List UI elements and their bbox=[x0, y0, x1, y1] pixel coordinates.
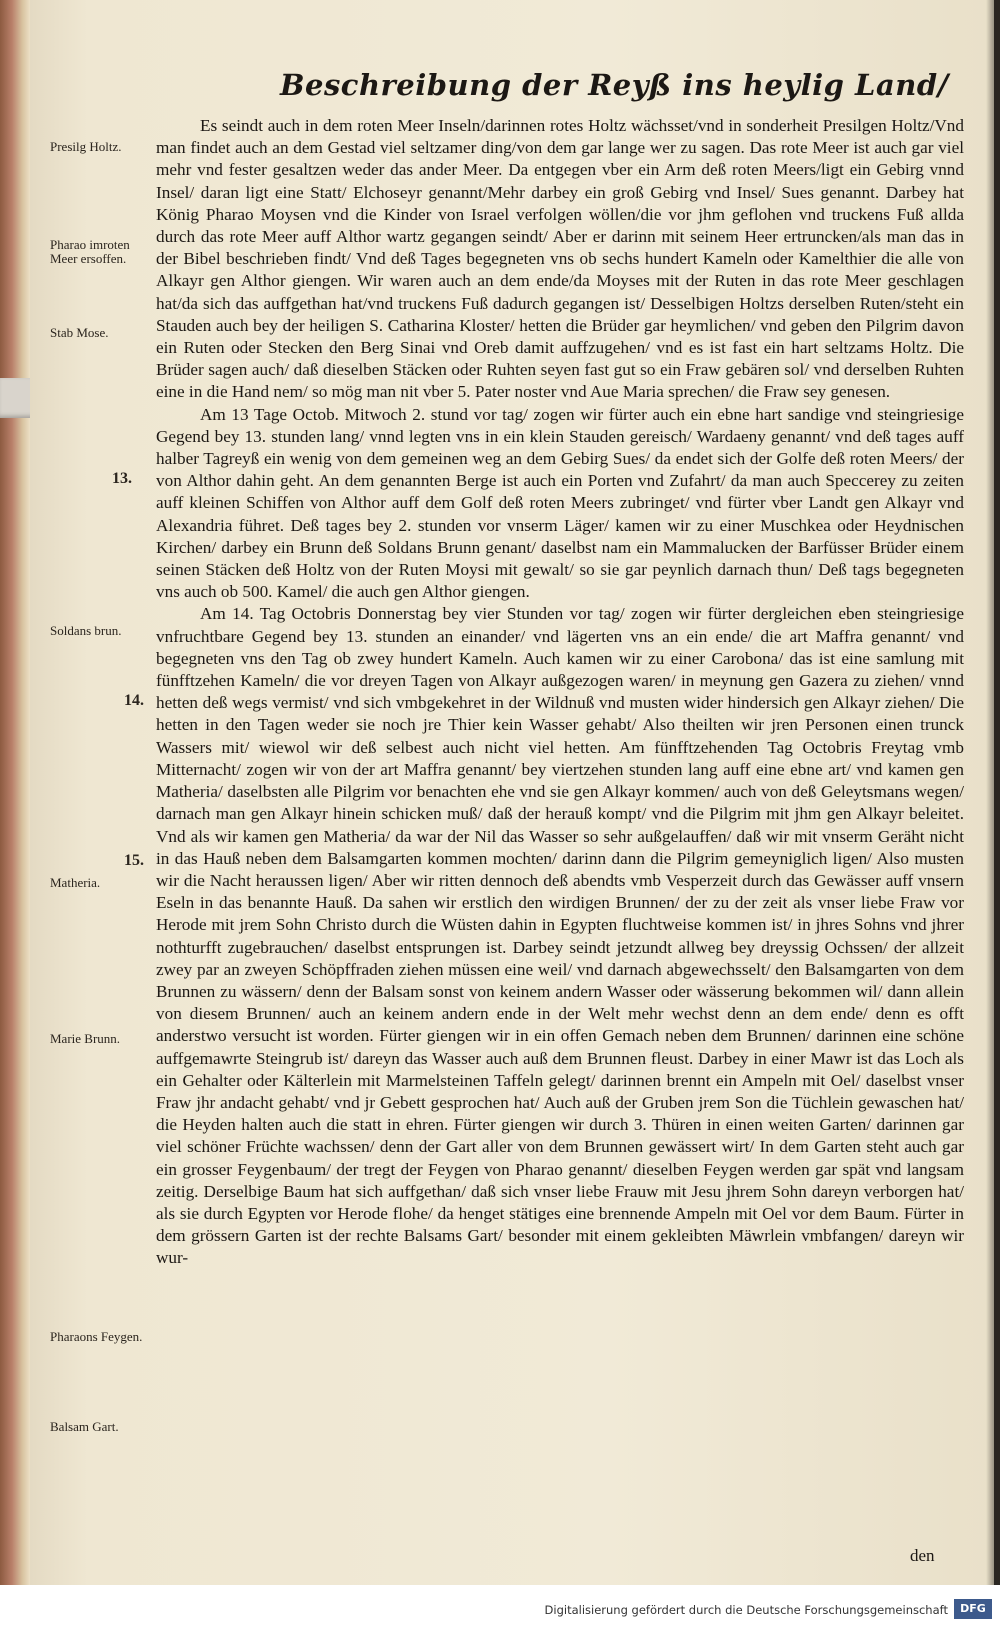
margin-note: Soldans brun. bbox=[50, 623, 122, 638]
margin-note: Presilg Holtz. bbox=[50, 139, 122, 154]
margin-note: Matheria. bbox=[50, 875, 101, 890]
paragraph: Es seindt auch in dem roten Meer Inseln/darinnen rotes Holtz wächsset/vnd in sonderheit Presilgen Holtz/Vnd man findet auch an dem Gestad viel seltzamer ding/von dem gar lange wer zu sagen. Das rote Meer ist auch gar viel mehr vnd fester gesaltzen weder das ander Meer. Da entgegen vber ein Arm deß roten Meers/ligt ein Gebirg vnnd Insel/ daran ligt eine Statt/ Elchoseyr genannt/Mehr darbey ein groß Gebirg vnd Insel/ Sues genannt. Darbey hat König Pharao Moysen vnd die Kinder von Israel verfolgen wöllen/die vor jhm geflohen vnd truckens Fuß allda durch das rote Meer auff Althor wartz gegangen seindt/ Aber er darinn mit seinem Heer ertruncken/als man das in der Bibel beschrieben findt/ Vnd deß Tages begegneten vns ob sechs hundert Kameln oder Kamelthier die alle von Alkayr gen Althor giengen. Wir waren auch an dem ende/da Moyses mit der Ruten in das rote Meer geschlagen hat/da sich das auffgethan hat/vnd truckens Fuß dadurch gegangen ist/ Desselbigen Holtzs derselben Ruten/steht ein Stauden auch bey der heiligen S. Catharina Kloster/ hetten die Brüder gar heymlichen/ vnd geben den Pilgrim davon ein Ruten oder Stecken den Berg Sinai vnd Oreb damit auffzugehen/ vnd es ist fast ein hart seltzams Holtz. Die Brüder sagen auch/ daß dieselben Stäcken oder Ruhten seyen fast gut so ein Fraw gebären sol/ vnd derselben Ruhten eine in die Hand nem/ so mög man nit vber 5. Pater noster vnd Aue Maria sprechen/ die Fraw sey genesen. bbox=[156, 116, 964, 402]
page-gutter-shadow bbox=[986, 0, 994, 1585]
page-title: Beschreibung der Reyß ins heylig Land/ bbox=[280, 68, 949, 102]
page-edge bbox=[0, 0, 30, 1585]
footer-bar bbox=[0, 1585, 1000, 1637]
margin-notes bbox=[50, 0, 154, 1585]
margin-number: 15. bbox=[124, 852, 144, 869]
body-text bbox=[156, 115, 964, 1270]
funding-credit: Digitalisierung gefördert durch die Deutsche Forschungsgemeinschaft bbox=[544, 1603, 948, 1617]
margin-note: Marie Brunn. bbox=[50, 1031, 121, 1046]
paragraph: Am 13 Tage Octob. Mitwoch 2. stund vor tag/ zogen wir fürter auch ein ebne hart sandige vnd steingriesige Gegend bey 13. stunden lang/ vnnd legten vns in ein klein Stauden gereisch/ Wardaeny genannt/ vnd deß tages auff halber Tagreyß ein wenig von dem gemeinen weg an dem Gebirg Sues/ da endet sich der Golfe deß roten Meers/ der von Althor dahin geht. An dem genannten Berge ist auch ein Porten vnd Zufahrt/ da man auch Speccerey zu zeiten auff kleinen Schiffen von Althor auff dem Golf deß roten Meers zubringet/ vnd fürter vber Landt gen Alkayr vnd Alexandria führet. Deß tages bey 2. stunden vor vnserm Läger/ kamen wir zu einer Muschkea oder Heydnischen Kirchen/ darbey ein Brunn deß Soldans Brunn genant/ daselbst nam ein Mammalucken der Barfüsser Brüder einem seinen Stäcken deß Holtz von der Ruten Moysi mit gewalt/ so sie gar peynlich darnach thun/ Deß tags begegneten vns auch ob 500. Kamel/ die auch gen Althor giengen. bbox=[156, 404, 964, 602]
margin-note: Pharao imroten Meer ersoffen. bbox=[50, 237, 130, 266]
dfg-logo: DFG bbox=[954, 1599, 992, 1619]
book-page bbox=[30, 0, 994, 1585]
margin-note: Pharaons Feygen. bbox=[50, 1329, 143, 1344]
catchword: den bbox=[910, 1546, 935, 1565]
margin-note: Stab Mose. bbox=[50, 325, 109, 340]
margin-number: 14. bbox=[124, 692, 144, 709]
margin-number: 13. bbox=[112, 470, 132, 487]
margin-note: Balsam Gart. bbox=[50, 1419, 119, 1434]
paragraph: Am 14. Tag Octobris Donnerstag bey vier Stunden vor tag/ zogen wir fürter dergleichen eben steingriesige vnfruchtbare Gegend bey 13. stunden an einander/ vnd lägerten vns an ein ende/ die art Maffra genannt/ vnd begegneten vns den Tag ob zwey hundert Kameln. Auch kamen wir zu einer Carobona/ das ist eine samlung mit fünfftzehen Kameln/ die vor dreyen Tagen von Alkayr außgezogen waren/ in meynung gen Gazera zu ziehen/ vnnd hetten deß wegs vermist/ vnd sich vmbgekehret in der Wildnuß vnd musten wider hindersich gen Alkayr ziehen/ Die hetten in den Tagen weder sie noch jre Thier kein Wasser gehabt/ Also theilten wir jren Personen einen trunck Wassers mit/ wiewol wir deß selbest auch nicht viel hetten. Am fünfftzehenden Tag Octobris Freytag vmb Mitternacht/ zogen wir von der art Maffra genannt/ bey viertzehen stunden lang auff eine ebne art/ vnd kamen gen Matheria/ daselbsten alle Pilgrim vor benachten ehe vnd sie gen Alkayr kommen/ auch von deß Geleytsmans wegen/ darnach man gen Alkayr hinein schicken muß/ daß der herauß kompt/ vnd die Pilgrim mit jhm gen Alkayr beleitet. Vnd als wir kamen gen Matheria/ da war der Nil das Wasser so sehr außgelauffen/ daß wir mit vnserm Geräht nicht in das Hauß neben dem Balsamgarten kommen mochten/ darinn dann die Pilgrim gemeyniglich ligen/ Also musten wir die Nacht heraussen ligen/ Aber wir ritten dennoch deß abendts vmb Vesperzeit durch das Gewässer auff vnsern Eseln in das benannte Hauß. Da sahen wir erstlich den wirdigen Brunnen/ der zu der zeit als vnser liebe Fraw vor Herode mit jrem Sohn Christo durch die Wüsten dahin in Egypten fluchtweise kommen ist/ in jhres Sohns vnd jhrer nothturfft zugebrauchen/ daselbst entsprungen ist. Darbey seindt jetzundt allweg bey dreyssig Ochssen/ der allzeit zwey par an zweyen Schöpffraden ziehen müssen eine weil/ vnd darnach abgewechsselt/ den Balsamgarten von dem Brunnen zu wässern/ denn der Balsam sonst von keinem andern Wasser oder wässerung bekommen wil/ dann allein von diesem Brunnen/ auch an keinem andern ende in der Welt mehr wechst denn an dem ende/ denn es offt anderstwo versucht ist worden. Fürter giengen wir in ein offen Gemach neben dem Brunnen/ darinnen eine schöne auffgemawrte Steingrub ist/ dareyn das Wasser auch auß dem Brunnen fleust. Darbey in einer Mawr ist das Loch als ein Gehalter oder Kälterlein mit Marmelsteinen Taffeln gelegt/ darinnen brennt ein Ampeln mit Oel/ daselbst vnser Fraw jhr andacht gehabt/ vnd jr Gebett gesprochen hat/ Auch auß der Gruben jrem Son die Tüchlein gewaschen hat/ die Heyden halten auch die statt in ehren. Fürter giengen wir durch 3. Thüren in einen weiten Garten/ darinnen gar viel schöner Früchte wachssen/ denn der Gart aller von dem Brunnen gewässert wirt/ In dem Garten steht auch gar ein grosser Feygenbaum/ der tregt der Feygen von Pharao genannt/ dieselben Feygen werden gar spät vnd langsam zeitig. Derselbige Baum hat sich auffgethan/ daß sich vnser liebe Frauw mit Jesu jhrem Sohn dareyn verborgen hat/ als sie durch Egypten vor Herode flohe/ da henget stätiges eine brennende Ampeln mit Oel vor dem Baum. Fürter in dem grössern Garten ist der rechte Balsams Gart/ besonder mit einem gekleibten Mäwrlein vmbfangen/ dareyn wir wur- bbox=[156, 604, 964, 1268]
